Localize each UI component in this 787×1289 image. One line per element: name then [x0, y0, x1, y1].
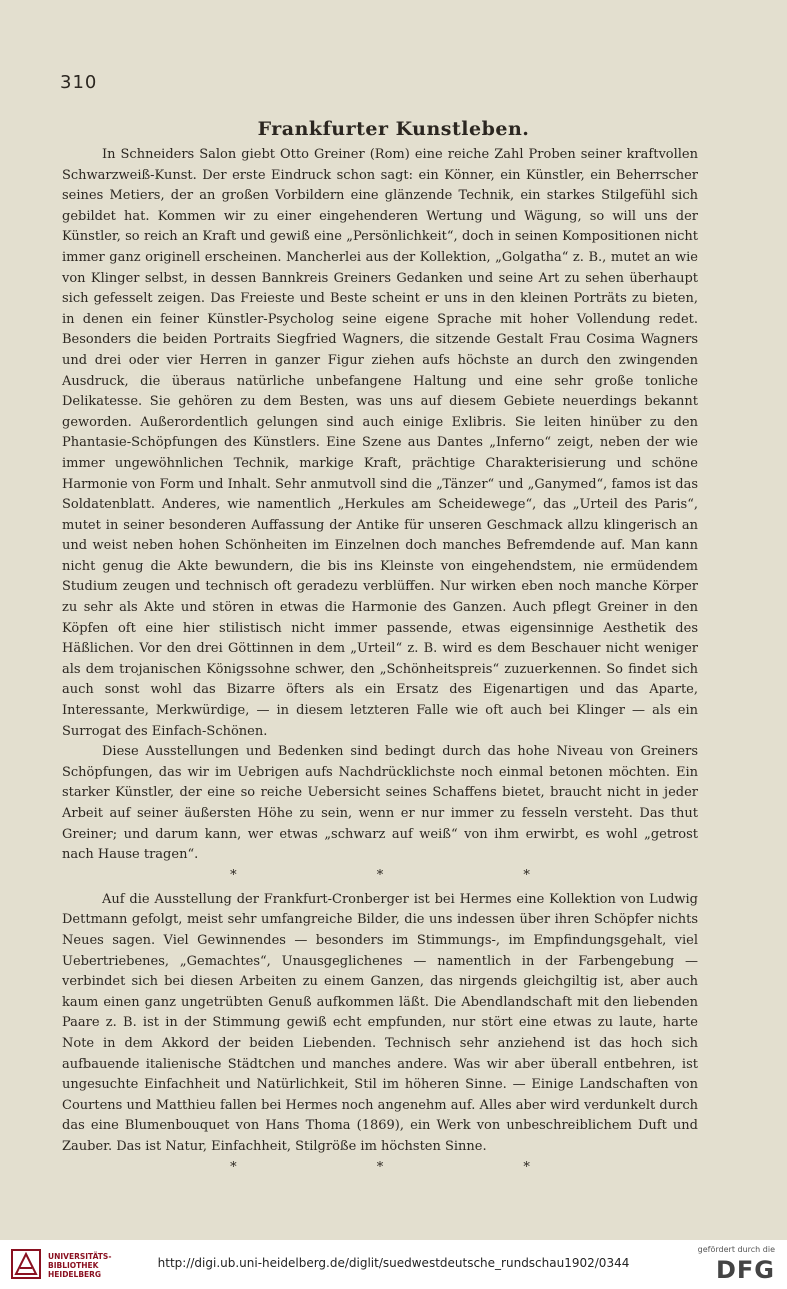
library-name-line: BIBLIOTHEK: [48, 1261, 99, 1270]
library-name-line: HEIDELBERG: [48, 1270, 102, 1279]
section-separator: * * *: [230, 867, 598, 883]
paragraph-3: Auf die Ausstellung der Frankfurt-Cronberger ist bei Hermes eine Kollektion von Ludwig Dettmann gefolgt, meist sehr umfangreiche Bilder, die uns indessen über ihren Schöpfer nichts Neues sagen. Viel Gewinnendes — besonders im Stimmungs-, im Empfindungsgehalt, viel Uebertriebenes, „Gemachtes“, Unausgeglichenes — namentlich in der Farbengebung — verbindet sich bei diesen Arbeiten zu einem Ganzen, das nirgends gleichgiltig ist, aber auch kaum einen ganz ungetrübten Genuß aufkommen läßt. Die Abendlandschaft mit den liebenden Paare z. B. ist in der Stimmung gewiß echt empfunden, nur stört eine etwas zu laute, harte Note in dem Akkord der beiden Liebenden. Technisch sehr anziehend ist das hoch sich aufbauende italienische Städtchen und manches andere. Was wir aber überall entbehren, ist ungesuchte Einfachheit und Natürlichkeit, Stil im höheren Sinne. — Einige Landschaften von Courtens und Matthieu fallen bei Hermes noch angenehm auf. Alles aber wird verdunkelt durch das eine Blumenbouquet von Hans Thoma (1869), ein Werk von unbeschreiblichem Duft und Zauber. Das ist Natur, Einfachheit, Stilgröße im höchsten Sinne.: [62, 891, 698, 1154]
source-url-link[interactable]: http://digi.ub.uni-heidelberg.de/diglit/suedwestdeutsche_rundschau1902/0344: [157, 1256, 630, 1270]
paragraph-2: Diese Ausstellungen und Bedenken sind bedingt durch das hohe Niveau von Greiners Schöpfungen, das wir im Uebrigen aufs Nachdrücklichste noch einmal betonen möchten. Ein starker Künstler, der eine so reiche Uebersicht seines Schaffens bietet, braucht nicht in jeder Arbeit auf seiner äußersten Höhe zu sein, wenn er nur immer zu fesseln versteht. Das thut Greiner; und darum kann, wer etwas „schwarz auf weiß“ von ihm erwirbt, es wohl „getrost nach Hause tragen“.: [62, 744, 698, 863]
library-name-line: UNIVERSITÄTS-: [48, 1252, 112, 1261]
dfg-logo: DFG: [715, 1256, 775, 1284]
article-body: [62, 145, 698, 1182]
viewer-footer: [0, 1240, 787, 1289]
paragraph-1: In Schneiders Salon giebt Otto Greiner (Rom) eine reiche Zahl Proben seiner kraftvollen Schwarzweiß-Kunst. Der erste Eindruck schon sagt: ein Könner, ein Künstler, ein Beherrscher seines Metiers, der an großen Vorbildern eine glänzende Technik, ein starkes Stilgefühl sich gebildet hat. Kommen wir zu einer eingehenderen Wertung und Wägung, so will uns der Künstler, so reich an Kraft und gewiß eine „Persönlichkeit“, doch in seinen Kompositionen nicht immer ganz originell erscheinen. Mancherlei aus der Kollektion, „Golgatha“ z. B., mutet an wie von Klinger selbst, in dessen Bannkreis Greiners Gedanken und seine Art zu sehen überhaupt sich gefesselt zeigen. Das Freieste und Beste scheint er uns in den kleinen Porträts zu bieten, in denen ein feiner Künstler-Psycholog seine eigene Sprache mit hoher Vollendung redet. Besonders die beiden Portraits Siegfried Wagners, die sitzende Gestalt Frau Cosima Wagners und drei oder vier Herren in ganzer Figur ziehen aufs höchste an durch den zwingenden Ausdruck, die überaus natürliche unbefangene Haltung und eine sehr große tonliche Delikatesse. Sie gehören zu dem Besten, was uns auf diesem Gebiete neuerdings bekannt geworden. Außerordentlich gelungen sind auch einige Exlibris. Sie leiten hinüber zu den Phantasie-Schöpfungen des Künstlers. Eine Szene aus Dantes „Inferno“ zeigt, neben der wie immer ungewöhnlichen Technik, markige Kraft, prächtige Charakterisierung und schöne Harmonie von Form und Inhalt. Sehr anmutvoll sind die „Tänzer“ und „Ganymed“, famos ist das Soldatenblatt. Anderes, wie namentlich „Herkules am Scheidewege“, das „Urteil des Paris“, mutet in seiner besonderen Auffassung der Antike für unseren Geschmack allzu klingerisch an und weist neben hohen Schönheiten im Einzelnen doch manches Befremdende auf. Man kann nicht genug die Akte bewundern, die bis ins Kleinste von eingehendstem, nie ermüdendem Studium zeugen und technisch oft geradezu verblüffen. Nur wirken eben noch manche Körper zu sehr als Akte und stören in etwas die Harmonie des Ganzen. Auch pflegt Greiner in den Köpfen oft eine hier stilistisch nicht immer passende, etwas eigensinnige Aesthetik des Häßlichen. Vor den drei Göttinnen in dem „Urteil“ z. B. wird es dem Beschauer nicht weniger als dem trojanischen Königssohne schwer, den „Schönheitspreis“ zuzuerkennen. So findet sich auch sonst wohl das Bizarre öfters als ein Ersatz des Eigenartigen und das Aparte, Interessante, Merkwürdige, — in diesem letzteren Falle wie oft auch bei Klinger — als ein Surrogat des Einfach-Schönen.: [62, 147, 698, 739]
section-separator-end: * * *: [230, 1159, 598, 1175]
funded-by-label: gefördert durch die: [697, 1245, 775, 1254]
page-number: 310: [60, 72, 98, 93]
article-title: Frankfurter Kunstleben.: [257, 118, 530, 140]
